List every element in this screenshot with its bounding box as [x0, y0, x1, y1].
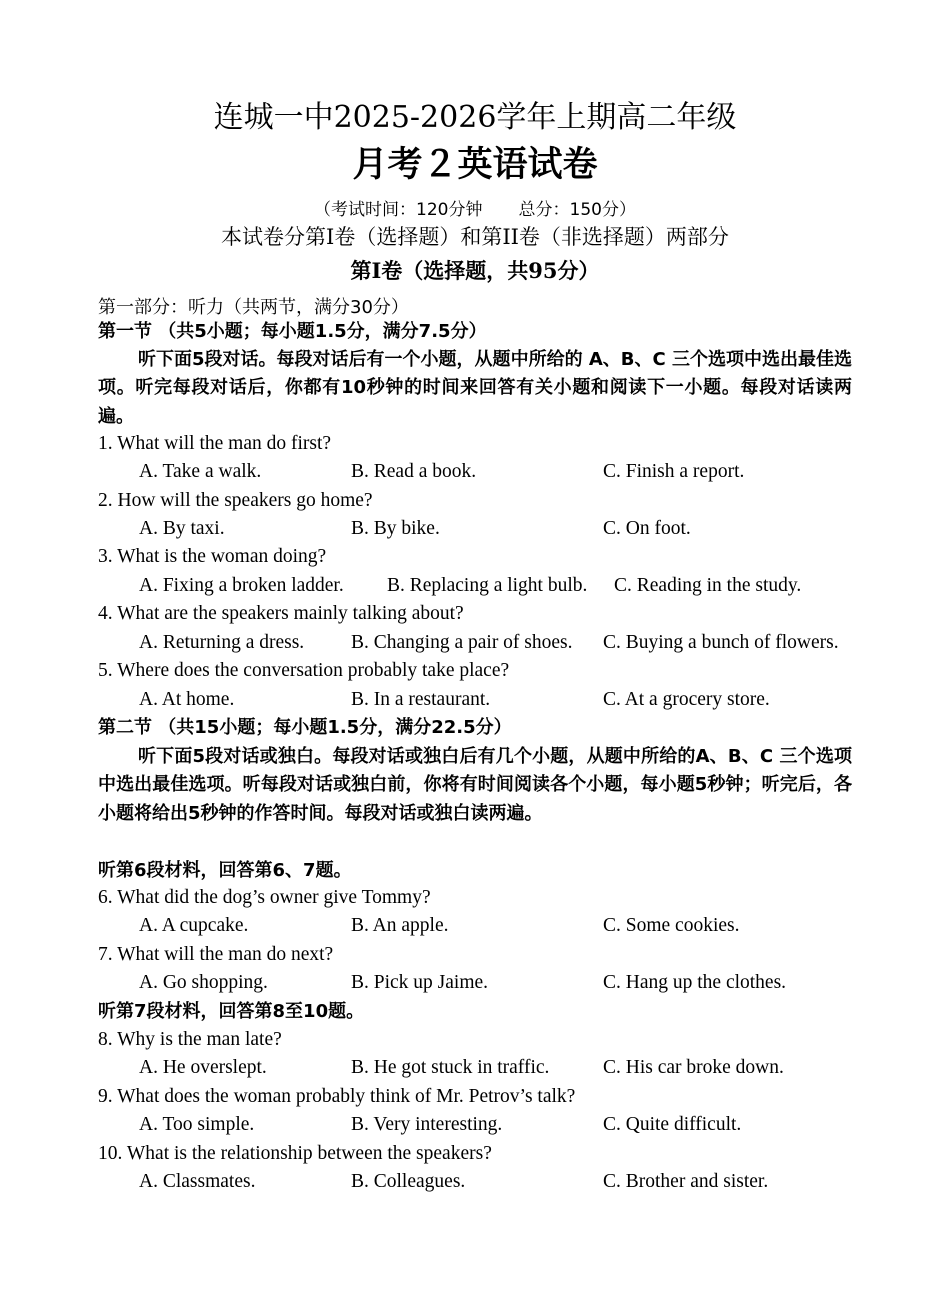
section1-title: 第一节 （共5小题；每小题1.5分，满分7.5分） — [98, 321, 487, 342]
question-1: 1. What will the man do first? — [98, 433, 332, 454]
q10-option-a: A. Classmates. — [139, 1171, 256, 1192]
q5-option-b: B. In a restaurant. — [351, 689, 491, 710]
q7-option-a: A. Go shopping. — [139, 972, 268, 993]
q1-option-a: A. Take a walk. — [139, 461, 262, 482]
q6-option-a: A. A cupcake. — [139, 915, 249, 936]
section2-instructions: 听下面5段对话或独白。每段对话或独白后有几个小题，从题中所给的A、B、C 三个选项中选出最佳选项。听每段对话或独白前，你将有时间阅读各个小题，每小题5秒钟；听完后，各小题将给出5秒钟的作答时间。每段对话或独白读两遍。 — [98, 746, 852, 824]
exam-info-line — [0, 198, 950, 222]
material-7-heading: 听第7段材料，回答第8至10题。 — [98, 1001, 365, 1022]
question-2: 2. How will the speakers go home? — [98, 490, 373, 511]
q8-option-b: B. He got stuck in traffic. — [351, 1057, 550, 1078]
q9-option-c: C. Quite difficult. — [603, 1114, 742, 1135]
section1-instructions: 听下面5段对话。每段对话后有一个小题，从题中所给的 A、B、C 三个选项中选出最佳选项。听完每段对话后，你都有10秒钟的时间来回答有关小题和阅读下一小题。每段对话读两遍。 — [98, 349, 852, 427]
question-9: 9. What does the woman probably think of Mr. Petrov’s talk? — [98, 1086, 576, 1107]
q9-option-a: A. Too simple. — [139, 1114, 255, 1135]
q2-option-c: C. On foot. — [603, 518, 691, 539]
question-6: 6. What did the dog’s owner give Tommy? — [98, 887, 431, 908]
q8-option-c: C. His car broke down. — [603, 1057, 784, 1078]
q3-option-a: A. Fixing a broken ladder. — [139, 575, 344, 596]
volume-title: 第I卷（选择题，共95分） — [350, 258, 600, 283]
q8-option-a: A. He overslept. — [139, 1057, 267, 1078]
q5-option-a: A. At home. — [139, 689, 235, 710]
q1-option-c: C. Finish a report. — [603, 461, 745, 482]
q10-option-c: C. Brother and sister. — [603, 1171, 769, 1192]
exam-title-subject: 月考２英语试卷 — [352, 144, 598, 185]
q10-option-b: B. Colleagues. — [351, 1171, 466, 1192]
question-4: 4. What are the speakers mainly talking about? — [98, 603, 464, 624]
q3-option-b: B. Replacing a light bulb. — [387, 575, 588, 596]
question-7: 7. What will the man do next? — [98, 944, 334, 965]
question-5: 5. Where does the conversation probably take place? — [98, 660, 510, 681]
q7-option-b: B. Pick up Jaime. — [351, 972, 489, 993]
q6-option-b: B. An apple. — [351, 915, 449, 936]
exam-total-score: 总分：150分） — [518, 200, 636, 220]
q5-option-c: C. At a grocery store. — [603, 689, 770, 710]
exam-time: （考试时间：120分钟 — [314, 200, 483, 220]
question-8: 8. Why is the man late? — [98, 1029, 282, 1050]
q4-option-a: A. Returning a dress. — [139, 632, 305, 653]
q6-option-c: C. Some cookies. — [603, 915, 740, 936]
q2-option-b: B. By bike. — [351, 518, 440, 539]
material-6-heading: 听第6段材料，回答第6、7题。 — [98, 860, 352, 881]
q9-option-b: B. Very interesting. — [351, 1114, 503, 1135]
question-10: 10. What is the relationship between the speakers? — [98, 1143, 492, 1164]
q4-option-c: C. Buying a bunch of flowers. — [603, 632, 839, 653]
question-3: 3. What is the woman doing? — [98, 546, 327, 567]
q3-option-c: C. Reading in the study. — [614, 575, 802, 596]
part1-title: 第一部分：听力（共两节，满分30分） — [98, 297, 409, 318]
exam-title-school: 连城一中2025-2026学年上期高二年级 — [213, 100, 737, 135]
paper-structure: 本试卷分第I卷（选择题）和第II卷（非选择题）两部分 — [221, 225, 729, 249]
q4-option-b: B. Changing a pair of shoes. — [351, 632, 573, 653]
section2-title: 第二节 （共15小题；每小题1.5分，满分22.5分） — [98, 717, 512, 738]
q7-option-c: C. Hang up the clothes. — [603, 972, 787, 993]
q2-option-a: A. By taxi. — [139, 518, 225, 539]
q1-option-b: B. Read a book. — [351, 461, 477, 482]
